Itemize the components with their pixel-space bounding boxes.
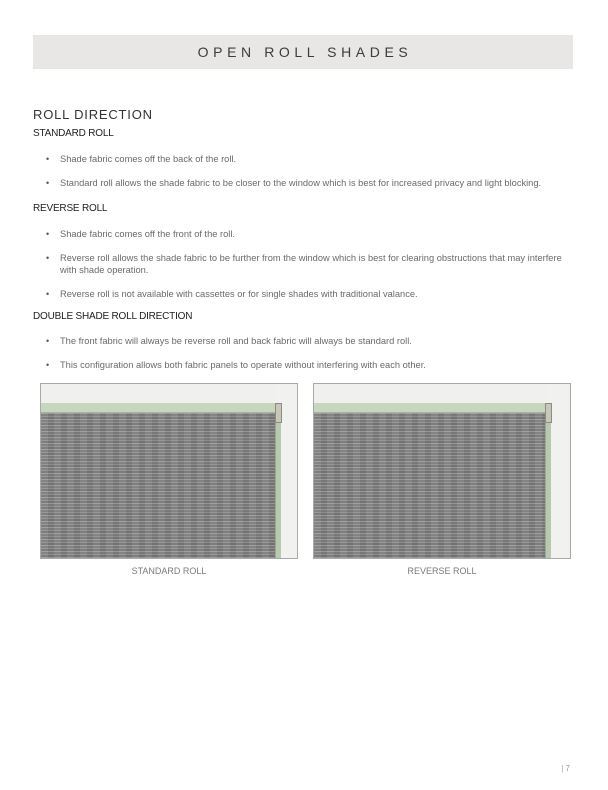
list-item: • The front fabric will always be reverse roll and back fabric will always be standard roll. xyxy=(33,335,581,347)
side-channel xyxy=(545,410,551,558)
list-item: • This configuration allows both fabric panels to operate without interfering with each other. xyxy=(33,359,581,371)
caption-standard-roll: STANDARD ROLL xyxy=(131,566,207,576)
page-number: | 7 xyxy=(561,764,570,773)
list-item: • Shade fabric comes off the back of the roll. xyxy=(33,153,581,165)
list-item: • Reverse roll is not available with cassettes or for single shades with traditional valance. xyxy=(33,288,581,300)
subheading-double-shade: DOUBLE SHADE ROLL DIRECTION xyxy=(33,311,193,322)
section-title: ROLL DIRECTION xyxy=(33,107,153,122)
standard-roll-list xyxy=(33,153,581,189)
list-item: • Shade fabric comes off the front of the roll. xyxy=(33,228,581,240)
subheading-reverse-roll: REVERSE ROLL xyxy=(33,203,108,214)
standard-roll-photo xyxy=(40,383,298,559)
shade-fabric xyxy=(41,413,277,558)
bracket xyxy=(275,403,282,423)
shade-fabric xyxy=(314,413,546,558)
bracket xyxy=(545,403,552,423)
subheading-standard-roll: STANDARD ROLL xyxy=(33,128,114,139)
headrail xyxy=(41,403,281,413)
list-item: • Reverse roll allows the shade fabric to be further from the window which is best for clearing obstructions that may interfere with shade operation. xyxy=(33,252,581,276)
list-item: • Standard roll allows the shade fabric to be closer to the window which is best for increased privacy and light blocking. xyxy=(33,177,581,189)
side-channel xyxy=(275,410,281,558)
caption-reverse-roll: REVERSE ROLL xyxy=(407,566,477,576)
page-title-bar xyxy=(33,35,573,69)
reverse-roll-list xyxy=(33,228,581,300)
double-shade-list xyxy=(33,335,581,371)
reverse-roll-photo xyxy=(313,383,571,559)
page-title: OPEN ROLL SHADES xyxy=(197,44,413,60)
headrail xyxy=(314,403,552,413)
